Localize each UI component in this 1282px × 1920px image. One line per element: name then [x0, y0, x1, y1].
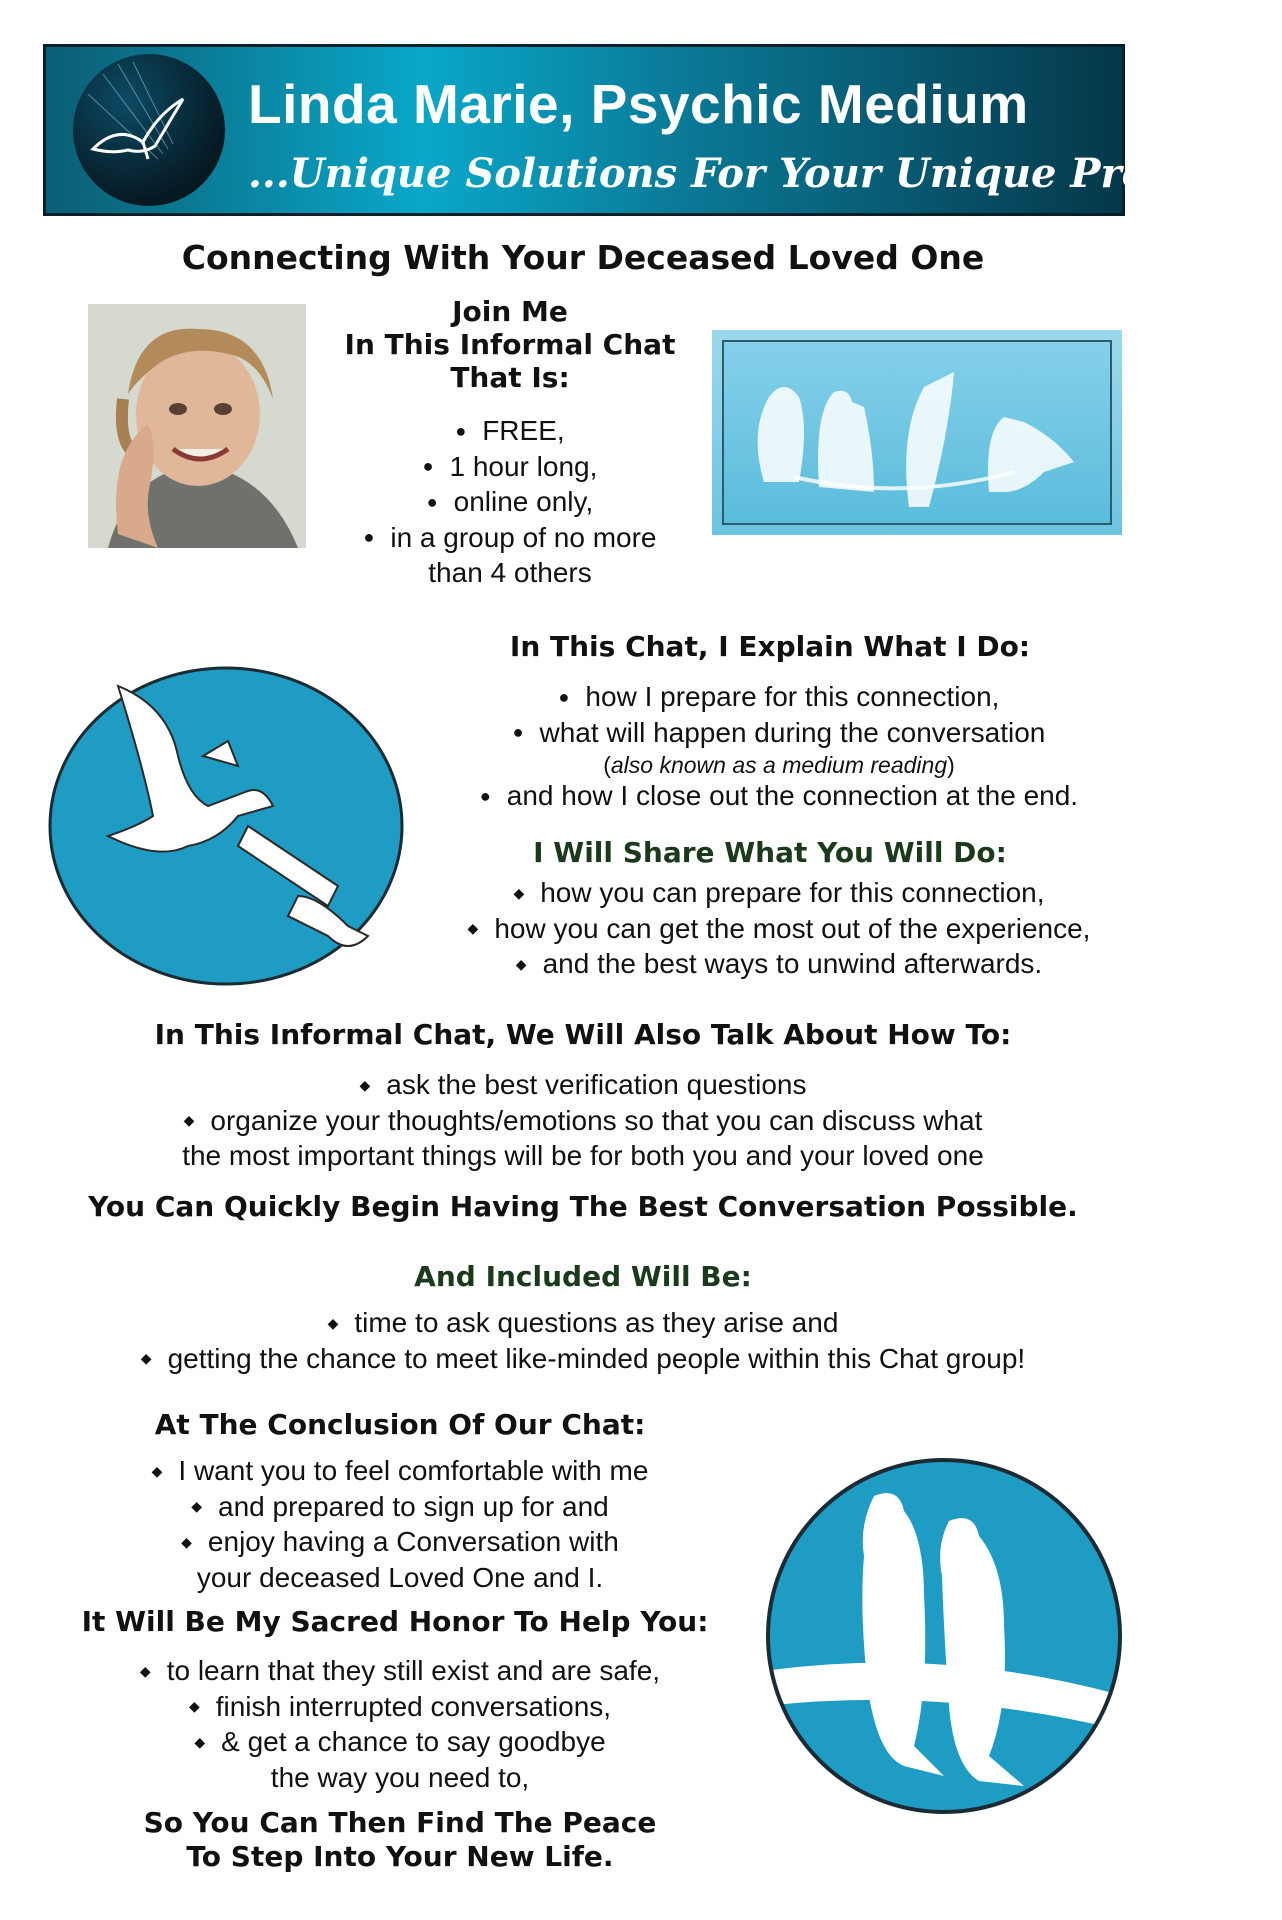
included-list [0, 1306, 1166, 1377]
included-heading: And Included Will Be: [414, 1260, 752, 1293]
list-item: ◆ and prepared to sign up for and [191, 1490, 609, 1522]
list-item: ◆ enjoy having a Conversation with [181, 1526, 619, 1558]
closing-statement [80, 1806, 720, 1874]
list-item: ● online only, [426, 486, 594, 518]
conclusion-list [80, 1454, 720, 1595]
list-item-continuation: the most important things will be for both you and your loved one [182, 1140, 984, 1172]
share-heading: I Will Share What You Will Do: [533, 836, 1007, 869]
list-item: ◆ getting the chance to meet like-minded people within this Chat group! [140, 1342, 1026, 1374]
list-item: ◆ organize your thoughts/emotions so that you can discuss what [183, 1104, 983, 1136]
join-line-1: Join Me [452, 295, 568, 328]
talk-list [0, 1068, 1166, 1173]
list-item: ● 1 hour long, [422, 450, 598, 482]
explain-note: (also known as a medium reading) [603, 752, 955, 779]
talk-heading: In This Informal Chat, We Will Also Talk About How To: [154, 1018, 1012, 1051]
list-item: ◆ & get a chance to say goodbye [194, 1726, 606, 1758]
list-item: ◆ I want you to feel comfortable with me [151, 1455, 649, 1486]
list-item: ● and how I close out the connection at the end. [479, 780, 1079, 812]
seagull-logo-icon [73, 54, 225, 206]
list-item: ◆ and the best ways to unwind afterwards. [515, 948, 1043, 980]
share-list [410, 876, 1148, 983]
list-item: ● what will happen during the conversation [512, 716, 1046, 748]
conclusion-heading: At The Conclusion Of Our Chat: [154, 1408, 646, 1441]
list-item-continuation: your deceased Loved One and I. [196, 1561, 604, 1593]
join-heading [330, 295, 690, 394]
list-item: ◆ to learn that they still exist and are safe, [139, 1655, 661, 1686]
explain-list [420, 680, 1138, 815]
list-item: ◆ how you can prepare for this connection, [513, 877, 1045, 908]
join-line-2: In This Informal Chat [344, 328, 676, 361]
closing-line-1: So You Can Then Find The Peace [143, 1806, 657, 1839]
banner-subtitle: ...Unique Solutions For Your Unique Problems [248, 150, 1282, 197]
page-title: Connecting With Your Deceased Loved One [181, 238, 985, 277]
four-birds-illustration [712, 330, 1122, 535]
list-item-continuation: than 4 others [428, 557, 592, 589]
dove-with-scroll-illustration [48, 666, 404, 986]
join-line-3: That Is: [450, 361, 570, 394]
list-item: ◆ how you can get the most out of the experience, [467, 912, 1091, 944]
list-item: ● in a group of no more [363, 521, 657, 553]
woman-portrait [88, 304, 306, 548]
list-item: ● how I prepare for this connection, [558, 681, 1000, 712]
list-item-continuation: the way you need to, [270, 1761, 530, 1793]
join-list [330, 414, 690, 590]
list-item: ● FREE, [455, 415, 565, 446]
two-doves-illustration [764, 1456, 1124, 1816]
closing-line-2: To Step Into Your New Life. [186, 1840, 614, 1873]
list-item: ◆ time to ask questions as they arise and [327, 1307, 839, 1338]
explain-heading: In This Chat, I Explain What I Do: [509, 630, 1031, 663]
honor-heading: It Will Be My Sacred Honor To Help You: [81, 1605, 709, 1638]
banner-title: Linda Marie, Psychic Medium [248, 73, 1029, 135]
quick-statement: You Can Quickly Begin Having The Best Conversation Possible. [88, 1190, 1078, 1223]
honor-list [80, 1654, 720, 1795]
list-item: ◆ ask the best verification questions [359, 1069, 807, 1100]
list-item: ◆ finish interrupted conversations, [188, 1690, 612, 1722]
